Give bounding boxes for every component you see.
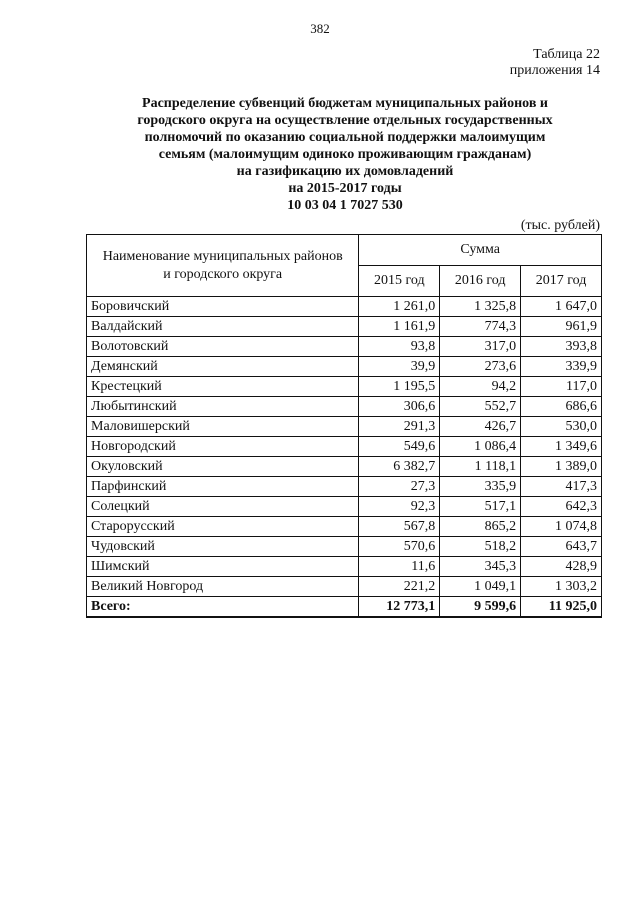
- amount-2015: 549,6: [359, 437, 440, 457]
- amount-2016: 317,0: [440, 337, 521, 357]
- table-row: [87, 297, 602, 317]
- amount-2015: 291,3: [359, 417, 440, 437]
- subsidy-table: [86, 234, 602, 618]
- table-row: [87, 477, 602, 497]
- amount-2016: 345,3: [440, 557, 521, 577]
- amount-2017: 530,0: [521, 417, 602, 437]
- table-row: [87, 377, 602, 397]
- title-line: городского округа на осуществление отдельных государственных: [137, 113, 553, 128]
- district-name: Маловишерский: [87, 417, 359, 437]
- table-row: [87, 497, 602, 517]
- title-line: семьям (малоимущим одиноко проживающим гражданам): [158, 147, 532, 162]
- total-2016: 9 599,6: [440, 597, 521, 618]
- units-note: (тыс. рублей): [520, 218, 600, 233]
- district-name: Волотовский: [87, 337, 359, 357]
- amount-2017: 643,7: [521, 537, 602, 557]
- district-name: Крестецкий: [87, 377, 359, 397]
- table-row: [87, 557, 602, 577]
- amount-2015: 567,8: [359, 517, 440, 537]
- district-name: Чудовский: [87, 537, 359, 557]
- district-name: Любытинский: [87, 397, 359, 417]
- amount-2016: 518,2: [440, 537, 521, 557]
- district-name: Солецкий: [87, 497, 359, 517]
- amount-2016: 1 049,1: [440, 577, 521, 597]
- district-name: Новгородский: [87, 437, 359, 457]
- amount-2017: 117,0: [521, 377, 602, 397]
- header-year-2015: 2015 год: [359, 266, 440, 297]
- amount-2015: 39,9: [359, 357, 440, 377]
- title-line: на газификацию их домовладений: [236, 164, 454, 179]
- amount-2016: 774,3: [440, 317, 521, 337]
- title-line: Распределение субвенций бюджетам муниципальных районов и: [142, 96, 548, 111]
- header-year-2017: 2017 год: [521, 266, 602, 297]
- header-year-2016: 2016 год: [440, 266, 521, 297]
- total-row: [87, 597, 602, 618]
- amount-2015: 93,8: [359, 337, 440, 357]
- header-name-line: Наименование муниципальных районов: [102, 248, 343, 264]
- header-name: [87, 235, 359, 297]
- district-name: Демянский: [87, 357, 359, 377]
- amount-2016: 94,2: [440, 377, 521, 397]
- table-row: [87, 517, 602, 537]
- amount-2015: 11,6: [359, 557, 440, 577]
- amount-2015: 1 195,5: [359, 377, 440, 397]
- amount-2015: 570,6: [359, 537, 440, 557]
- amount-2015: 1 161,9: [359, 317, 440, 337]
- amount-2015: 27,3: [359, 477, 440, 497]
- amount-2017: 642,3: [521, 497, 602, 517]
- amount-2016: 1 086,4: [440, 437, 521, 457]
- title-line: полномочий по оказанию социальной поддержки малоимущим: [144, 130, 546, 145]
- amount-2017: 393,8: [521, 337, 602, 357]
- amount-2016: 552,7: [440, 397, 521, 417]
- amount-2015: 221,2: [359, 577, 440, 597]
- total-2015: 12 773,1: [359, 597, 440, 618]
- district-name: Шимский: [87, 557, 359, 577]
- amount-2017: 417,3: [521, 477, 602, 497]
- table-row: [87, 317, 602, 337]
- appendix-table-label: Таблица 22: [533, 47, 600, 62]
- amount-2015: 92,3: [359, 497, 440, 517]
- amount-2016: 273,6: [440, 357, 521, 377]
- amount-2016: 865,2: [440, 517, 521, 537]
- district-name: Боровичский: [87, 297, 359, 317]
- appendix-caption: [510, 47, 600, 79]
- table-row: [87, 537, 602, 557]
- page-number: 382: [310, 21, 330, 36]
- amount-2017: 686,6: [521, 397, 602, 417]
- table-row: [87, 417, 602, 437]
- amount-2015: 306,6: [359, 397, 440, 417]
- table-body: [87, 297, 602, 618]
- amount-2017: 1 303,2: [521, 577, 602, 597]
- total-2017: 11 925,0: [521, 597, 602, 618]
- amount-2016: 426,7: [440, 417, 521, 437]
- table-row: [87, 337, 602, 357]
- header-sum: Сумма: [359, 235, 602, 266]
- amount-2017: 1 349,6: [521, 437, 602, 457]
- amount-2017: 428,9: [521, 557, 602, 577]
- appendix-ref: приложения 14: [509, 63, 600, 78]
- table-row: [87, 577, 602, 597]
- table-row: [87, 437, 602, 457]
- table-row: [87, 357, 602, 377]
- amount-2017: 339,9: [521, 357, 602, 377]
- amount-2017: 1 074,8: [521, 517, 602, 537]
- amount-2017: 961,9: [521, 317, 602, 337]
- title-period: на 2015-2017 годы: [288, 181, 402, 196]
- amount-2016: 1 118,1: [440, 457, 521, 477]
- amount-2016: 517,1: [440, 497, 521, 517]
- district-name: Старорусский: [87, 517, 359, 537]
- district-name: Великий Новгород: [87, 577, 359, 597]
- header-name-line: и городского округа: [163, 266, 283, 282]
- budget-code: 10 03 04 1 7027 530: [287, 198, 403, 213]
- table-row: [87, 397, 602, 417]
- table-row: [87, 457, 602, 477]
- amount-2016: 335,9: [440, 477, 521, 497]
- district-name: Парфинский: [87, 477, 359, 497]
- amount-2017: 1 647,0: [521, 297, 602, 317]
- amount-2015: 6 382,7: [359, 457, 440, 477]
- amount-2017: 1 389,0: [521, 457, 602, 477]
- amount-2016: 1 325,8: [440, 297, 521, 317]
- district-name: Окуловский: [87, 457, 359, 477]
- total-label: Всего:: [87, 597, 359, 618]
- district-name: Валдайский: [87, 317, 359, 337]
- amount-2015: 1 261,0: [359, 297, 440, 317]
- document-title: [80, 95, 610, 214]
